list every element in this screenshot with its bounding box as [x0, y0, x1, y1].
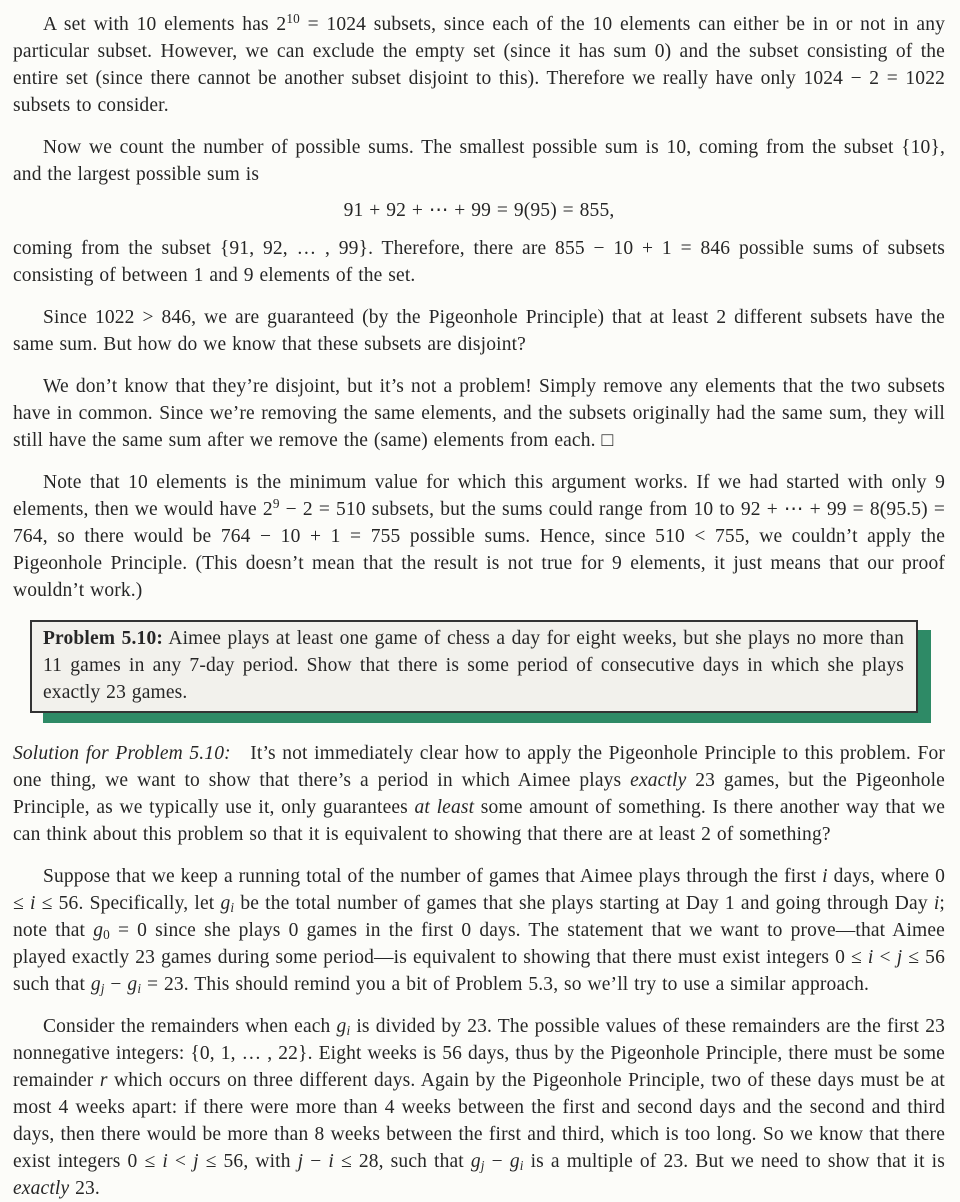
- paragraph-sums-intro: Now we count the number of possible sums. The smallest possible sum is 10, coming from the subset {10}, and the largest possible sum is: [13, 137, 945, 185]
- paragraph-remainders: Consider the remainders when each $g_i$ is divided by 23. The possible values of these remainders are the first 23 nonnegative integers: {0, 1, … , 22}. Eight weeks is 56 days, thus by the Pigeonhole Principle, there must be some remainder r which occurs on three different days. Again by the Pigeonhole Principle, two of these days must be at most 4 weeks apart: if there were more than 4 weeks between the first and second days and the second and third days, then there would be more than 8 weeks between the first and third, which is too long. So we know that there exist integers 0 ≤ i < j ≤ 56, with j − i ≤ 28, such that $g_j - g_i$ is a multiple of 23. But we need to show that it is exactly 23.: [13, 1016, 945, 1199]
- problem-box: [30, 620, 918, 713]
- problem-statement: Problem 5.10: Aimee plays at least one game of chess a day for eight weeks, but she plays no more than 11 games in any 7-day period. Show that there is some period of consecutive days in which she plays exactly 23 games.: [43, 628, 905, 703]
- display-equation: 91 + 92 + ⋯ + 99 = 9(95) = 855,: [343, 200, 615, 221]
- paragraph-running-total: Suppose that we keep a running total of the number of games that Aimee plays through the first i days, where 0 ≤ i ≤ 56. Specifically, let $g_i$ be the total number of games that she plays starting at Day 1 and going through Day i; note that $g_0 = 0$ since she plays 0 games in the first 0 days. The statement that we want to prove—that Aimee played exactly 23 games during some period—is equivalent to showing that there must exist integers 0 ≤ i < j ≤ 56 such that $g_j - g_i = 23$. This should remind you a bit of Problem 5.3, so we’ll try to use a similar approach.: [13, 866, 945, 996]
- paragraph-sums-continuation: coming from the subset {91, 92, … , 99}. Therefore, there are 855 − 10 + 1 = 846 possible sums of subsets consisting of between 1 and 9 elements of the set.: [13, 238, 945, 286]
- paragraph-solution-intro: Solution for Problem 5.10: It’s not immediately clear how to apply the Pigeonhole Principle to this problem. For one thing, we want to show that there’s a period in which Aimee plays exactly 23 games, but the Pigeonhole Principle, as we typically use it, only guarantees at least some amount of something. Is there another way that we can think about this problem so that it is equivalent to showing that there are at least 2 of something?: [13, 743, 945, 845]
- paragraph-subsets-count: A set with 10 elements has $2^{10} = 1024$ subsets, since each of the 10 elements can either be in or not in any particular subset. However, we can exclude the empty set (since it has sum 0) and the subset consisting of the entire set (since there cannot be another subset disjoint to this). Therefore we really have only 1024 − 2 = 1022 subsets to consider.: [13, 10, 945, 116]
- paragraph-disjoint-resolution: We don’t know that they’re disjoint, but it’s not a problem! Simply remove any elements that the two subsets have in common. Since we’re removing the same elements, and the subsets originally had the same sum, they will still have the same sum after we remove the (same) elements from each. □: [13, 376, 945, 451]
- paragraph-minimum-note: Note that 10 elements is the minimum value for which this argument works. If we had started with only 9 elements, then we would have $2^9 - 2 = 510$ subsets, but the sums could range from 10 to 92 + ⋯ + 99 = 8(95.5) = 764, so there would be 764 − 10 + 1 = 755 possible sums. Hence, since 510 < 755, we couldn’t apply the Pigeonhole Principle. (This doesn’t mean that the result is not true for 9 elements, it just means that our proof wouldn’t work.): [13, 472, 945, 601]
- paragraph-pigeonhole-guarantee: Since 1022 > 846, we are guaranteed (by the Pigeonhole Principle) that at least 2 different subsets have the same sum. But how do we know that these subsets are disjoint?: [13, 307, 945, 355]
